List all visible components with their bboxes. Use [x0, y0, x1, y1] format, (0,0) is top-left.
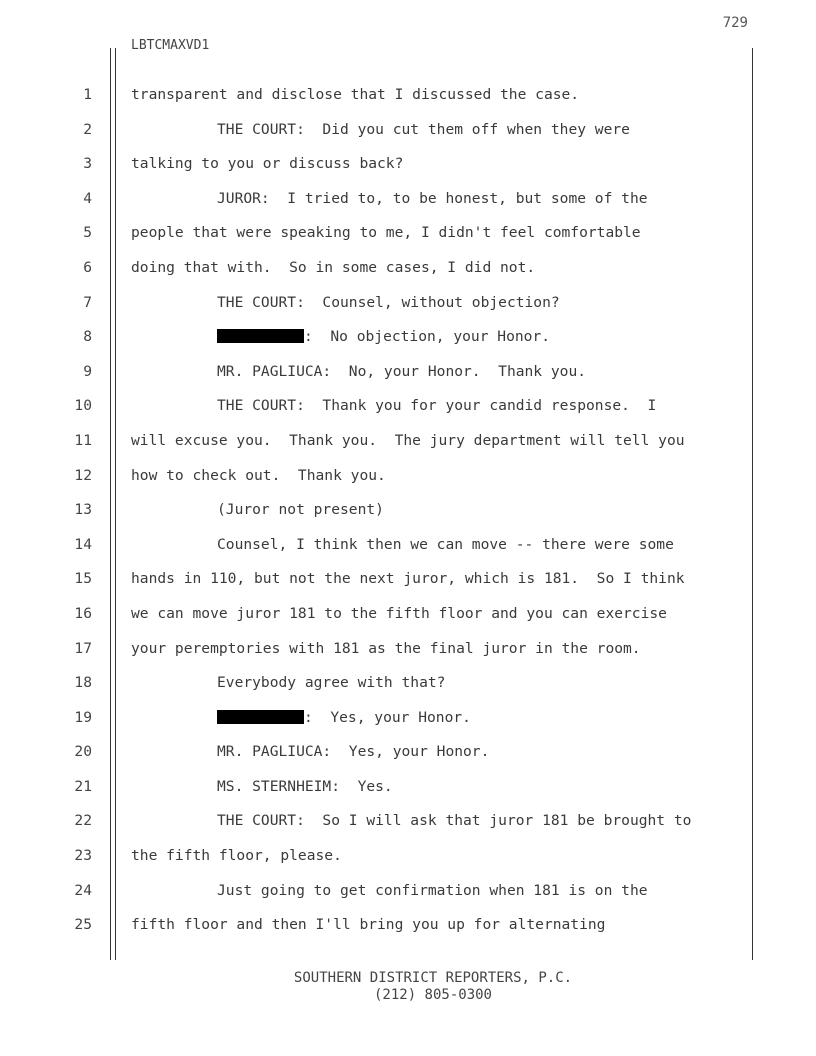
line-content: how to check out. Thank you. — [131, 466, 386, 484]
line-text — [131, 908, 605, 943]
transcript-line — [0, 251, 816, 286]
redaction-block — [217, 329, 304, 343]
line-number: 6 — [83, 258, 92, 276]
line-content: the fifth floor, please. — [131, 847, 342, 865]
line-text — [217, 735, 489, 770]
transcript-line — [0, 770, 816, 805]
line-content: THE COURT: Counsel, without objection? — [217, 293, 560, 311]
line-content: MR. PAGLIUCA: Yes, your Honor. — [217, 743, 490, 761]
redaction-block — [217, 710, 304, 724]
line-content: will excuse you. Thank you. The jury department will tell you — [131, 431, 685, 449]
transcript-line — [0, 874, 816, 909]
line-text — [217, 528, 674, 563]
line-number: 4 — [83, 189, 92, 207]
line-number: 1 — [83, 86, 92, 103]
line-text — [131, 632, 641, 667]
transcript-line — [0, 735, 816, 770]
line-number: 17 — [74, 639, 92, 657]
line-content: hands in 110, but not the next juror, which is 181. So I think — [131, 570, 685, 588]
line-content: fifth floor and then I'll bring you up for alternating — [131, 916, 606, 934]
line-text — [131, 459, 386, 494]
transcript-line — [0, 666, 816, 701]
line-content: Counsel, I think then we can move -- there were some — [217, 535, 674, 553]
line-content: Just going to get confirmation when 181 is on the — [217, 881, 648, 899]
line-number: 19 — [74, 708, 92, 726]
line-number: 8 — [83, 328, 92, 346]
line-content: doing that with. So in some cases, I did not. — [131, 258, 536, 276]
line-number: 14 — [74, 535, 92, 553]
line-text — [131, 251, 535, 286]
line-number: 5 — [83, 224, 92, 242]
footer — [0, 970, 816, 1004]
transcript-line — [0, 147, 816, 182]
line-text — [131, 562, 685, 597]
line-number: 22 — [74, 812, 92, 830]
line-content: (Juror not present) — [217, 501, 384, 519]
line-text — [131, 839, 342, 874]
header-code: LBTCMAXVD1 — [131, 38, 210, 53]
line-number: 24 — [74, 881, 92, 899]
transcript-line — [0, 320, 816, 355]
line-content: JUROR: I tried to, to be honest, but some of the — [217, 189, 648, 207]
transcript-line — [0, 389, 816, 424]
line-text — [217, 182, 648, 217]
transcript-line — [0, 804, 816, 839]
line-content: MS. STERNHEIM: Yes. — [217, 777, 393, 795]
line-content: THE COURT: So I will ask that juror 181 be brought to — [217, 812, 692, 830]
transcript-line — [0, 528, 816, 563]
transcript-line — [0, 459, 816, 494]
transcript-line — [0, 424, 816, 459]
line-content: Everybody agree with that? — [217, 674, 446, 692]
line-text — [217, 493, 384, 528]
line-number: 2 — [83, 120, 92, 138]
line-text — [217, 320, 550, 355]
transcript-line — [0, 216, 816, 251]
line-content: transparent and disclose that I discussed the case. — [131, 86, 580, 103]
line-text — [131, 424, 685, 459]
transcript-line — [0, 839, 816, 874]
line-text — [217, 286, 560, 321]
line-text — [217, 701, 471, 736]
line-number: 16 — [74, 604, 92, 622]
transcript-lines — [0, 78, 816, 943]
footer-phone: (212) 805-0300 — [373, 987, 492, 1003]
line-text — [217, 666, 445, 701]
transcript-line — [0, 355, 816, 390]
line-number: 25 — [74, 916, 92, 934]
line-number: 12 — [74, 466, 92, 484]
line-number: 11 — [74, 431, 92, 449]
line-text — [217, 389, 656, 424]
line-number: 10 — [74, 397, 92, 415]
footer-reporter: SOUTHERN DISTRICT REPORTERS, P.C. — [293, 970, 573, 986]
line-content: : Yes, your Honor. — [304, 708, 471, 726]
line-text — [217, 355, 586, 390]
transcript-line — [0, 493, 816, 528]
line-number: 23 — [74, 847, 92, 865]
line-content: THE COURT: Thank you for your candid response. I — [217, 397, 657, 415]
line-number: 18 — [74, 674, 92, 692]
line-number: 21 — [74, 777, 92, 795]
line-content: we can move juror 181 to the fifth floor and you can exercise — [131, 604, 667, 622]
transcript-line — [0, 182, 816, 217]
line-text — [131, 597, 667, 632]
transcript-line — [0, 113, 816, 148]
line-number: 9 — [83, 362, 92, 380]
line-text — [217, 804, 691, 839]
transcript-line — [0, 701, 816, 736]
line-number: 20 — [74, 743, 92, 761]
line-number: 13 — [74, 501, 92, 519]
line-text — [131, 147, 403, 182]
transcript-line — [0, 597, 816, 632]
line-text — [217, 770, 393, 805]
line-content: people that were speaking to me, I didn't feel comfortable — [131, 224, 641, 242]
line-number: 7 — [83, 293, 92, 311]
line-text — [217, 874, 648, 909]
transcript-line — [0, 562, 816, 597]
line-content: your peremptories with 181 as the final juror in the room. — [131, 639, 641, 657]
line-text — [217, 113, 630, 148]
transcript-line — [0, 286, 816, 321]
transcript-line — [0, 908, 816, 943]
transcript-line — [0, 632, 816, 667]
line-number: 3 — [83, 155, 92, 173]
line-text — [131, 216, 641, 251]
transcript-line — [0, 78, 816, 113]
line-content: talking to you or discuss back? — [131, 155, 404, 173]
line-content: THE COURT: Did you cut them off when they were — [217, 120, 630, 138]
line-content: MR. PAGLIUCA: No, your Honor. Thank you. — [217, 362, 587, 380]
line-content: : No objection, your Honor. — [304, 328, 551, 346]
page-number: 729 — [722, 15, 748, 31]
line-number: 15 — [74, 570, 92, 588]
line-text — [131, 78, 579, 113]
